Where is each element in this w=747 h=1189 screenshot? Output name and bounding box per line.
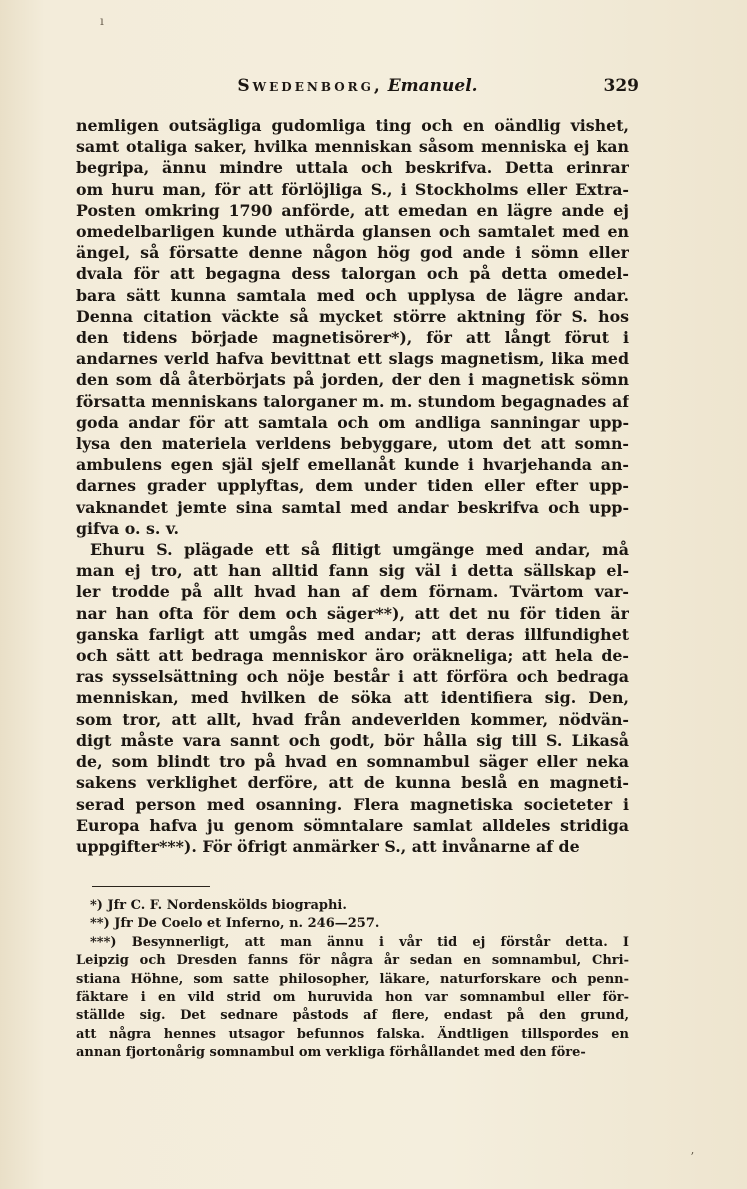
- footnote-rule: [92, 886, 210, 887]
- text-line: försatta menniskans talorganer m. m. stundom begagnades af: [76, 391, 629, 411]
- text-line: uppgifter***). För öfrigt anmärker S., att invånarne af de: [76, 836, 580, 856]
- footnote-line: att några hennes utsagor befunnos falska. Ändtligen tillspordes en: [76, 1026, 629, 1042]
- text-line: Europa hafva ju genom sömntalare samlat alldeles stridiga: [76, 815, 629, 835]
- text-line: darnes grader upplyftas, dem under tiden eller efter upp-: [76, 476, 629, 496]
- text-line: bara sätt kunna samtala med och upplysa de lägre andar.: [76, 285, 629, 305]
- footnote-line: Leipzig och Dresden fanns för några år sedan en somnambul, Chri-: [76, 953, 629, 969]
- text-line: digt måste vara sannt och godt, bör hålla sig till S. Likaså: [76, 730, 629, 750]
- text-line: lysa den materiela verldens bebyggare, utom det att somn-: [76, 434, 629, 454]
- footnote-line: annan fjortonårig somnambul om verkliga förhållandet med den före-: [76, 1045, 586, 1061]
- running-header: [80, 76, 639, 102]
- text-line: de, som blindt tro på hvad en somnambul säger eller neka: [76, 752, 629, 772]
- footnotes: [76, 897, 629, 1063]
- text-line: dvala för att begagna dess talorgan och på detta omedel-: [76, 264, 629, 284]
- footnote-3: [76, 934, 629, 1063]
- paragraph-1: [76, 115, 629, 539]
- text-line: ras sysselsättning och nöje består i att förföra och bedraga: [76, 667, 629, 687]
- text-line: och sätt att bedraga menniskor äro oräkneliga; att hela de-: [76, 646, 629, 666]
- text-line: ängel, så försatte denne någon hög god ande i sömn eller: [76, 243, 629, 263]
- text-line: den tidens började magnetisörer*), för att långt förut i: [76, 328, 629, 348]
- header-given-name: Emanuel.: [387, 76, 478, 96]
- text-line: serad person med osanning. Flera magnetiska societeter i: [76, 794, 629, 814]
- header-separator: ,: [373, 76, 381, 96]
- footnote-line: ställde sig. Det sednare påstods af flere, endast på den grund,: [76, 1008, 629, 1024]
- paragraph-2: [76, 539, 629, 857]
- text-line: ambulens egen själ sjelf emellanåt kunde i hvarjehanda an-: [76, 455, 629, 475]
- paper-speck: ı: [100, 14, 104, 28]
- text-line: Ehuru S. plägade ett så flitigt umgänge med andar, må: [90, 540, 629, 560]
- text-line: begripa, ännu mindre uttala och beskrifva. Detta erinrar: [76, 158, 629, 178]
- text-line: om huru man, för att förlöjliga S., i Stockholms eller Extra-: [76, 179, 629, 199]
- page-number: 329: [603, 76, 639, 96]
- text-line: andarnes verld hafva bevittnat ett slags magnetism, lika med: [76, 349, 629, 369]
- text-line: nemligen outsägliga gudomliga ting och en oändlig vishet,: [76, 116, 629, 135]
- text-line: vaknandet jemte sina samtal med andar beskrifva och upp-: [76, 497, 629, 517]
- footnote-line: fäktare i en vild strid om huruvida hon var somnambul eller för-: [76, 990, 629, 1006]
- footnote-1: *) Jfr C. F. Nordenskölds biographi.: [90, 898, 347, 913]
- text-line: sakens verklighet derföre, att de kunna beslå en magneti-: [76, 773, 629, 793]
- text-line: som tror, att allt, hvad från andeverlden kommer, nödvän-: [76, 709, 629, 729]
- main-text: [76, 115, 629, 857]
- text-line: den som då återbörjats på jorden, der den i magnetisk sömn: [76, 370, 629, 390]
- footnote-line: stiana Höhne, som satte philosopher, läkare, naturforskare och penn-: [76, 971, 629, 987]
- text-line: ganska farligt att umgås med andar; att deras illfundighet: [76, 624, 629, 644]
- paper-speck: ʼ: [690, 1150, 694, 1164]
- text-line: nar han ofta för dem och säger**), att det nu för tiden är: [76, 603, 629, 623]
- text-line: menniskan, med hvilken de söka att identifiera sig. Den,: [76, 688, 629, 708]
- footnote-line: ***) Besynnerligt, att man ännu i vår tid ej förstår detta. I: [90, 934, 629, 950]
- footnote-2: **) Jfr De Coelo et Inferno, n. 246—257.: [90, 916, 380, 932]
- text-line: omedelbarligen kunde uthärda glansen och samtalet med en: [76, 222, 629, 242]
- text-line: Denna citation väckte så mycket större aktning för S. hos: [76, 306, 629, 326]
- text-line: gifva o. s. v.: [76, 518, 179, 538]
- text-line: samt otaliga saker, hvilka menniskan såsom menniska ej kan: [76, 137, 629, 157]
- text-line: ler trodde på allt hvad han af dem förnam. Tvärtom var-: [76, 582, 629, 602]
- text-line: goda andar för att samtala och om andliga sanningar upp-: [76, 412, 629, 432]
- text-line: Posten omkring 1790 anförde, att emedan en lägre ande ej: [76, 200, 629, 220]
- text-line: man ej tro, att han alltid fann sig väl i detta sällskap el-: [76, 561, 629, 581]
- header-author: Swedenborg: [237, 76, 374, 96]
